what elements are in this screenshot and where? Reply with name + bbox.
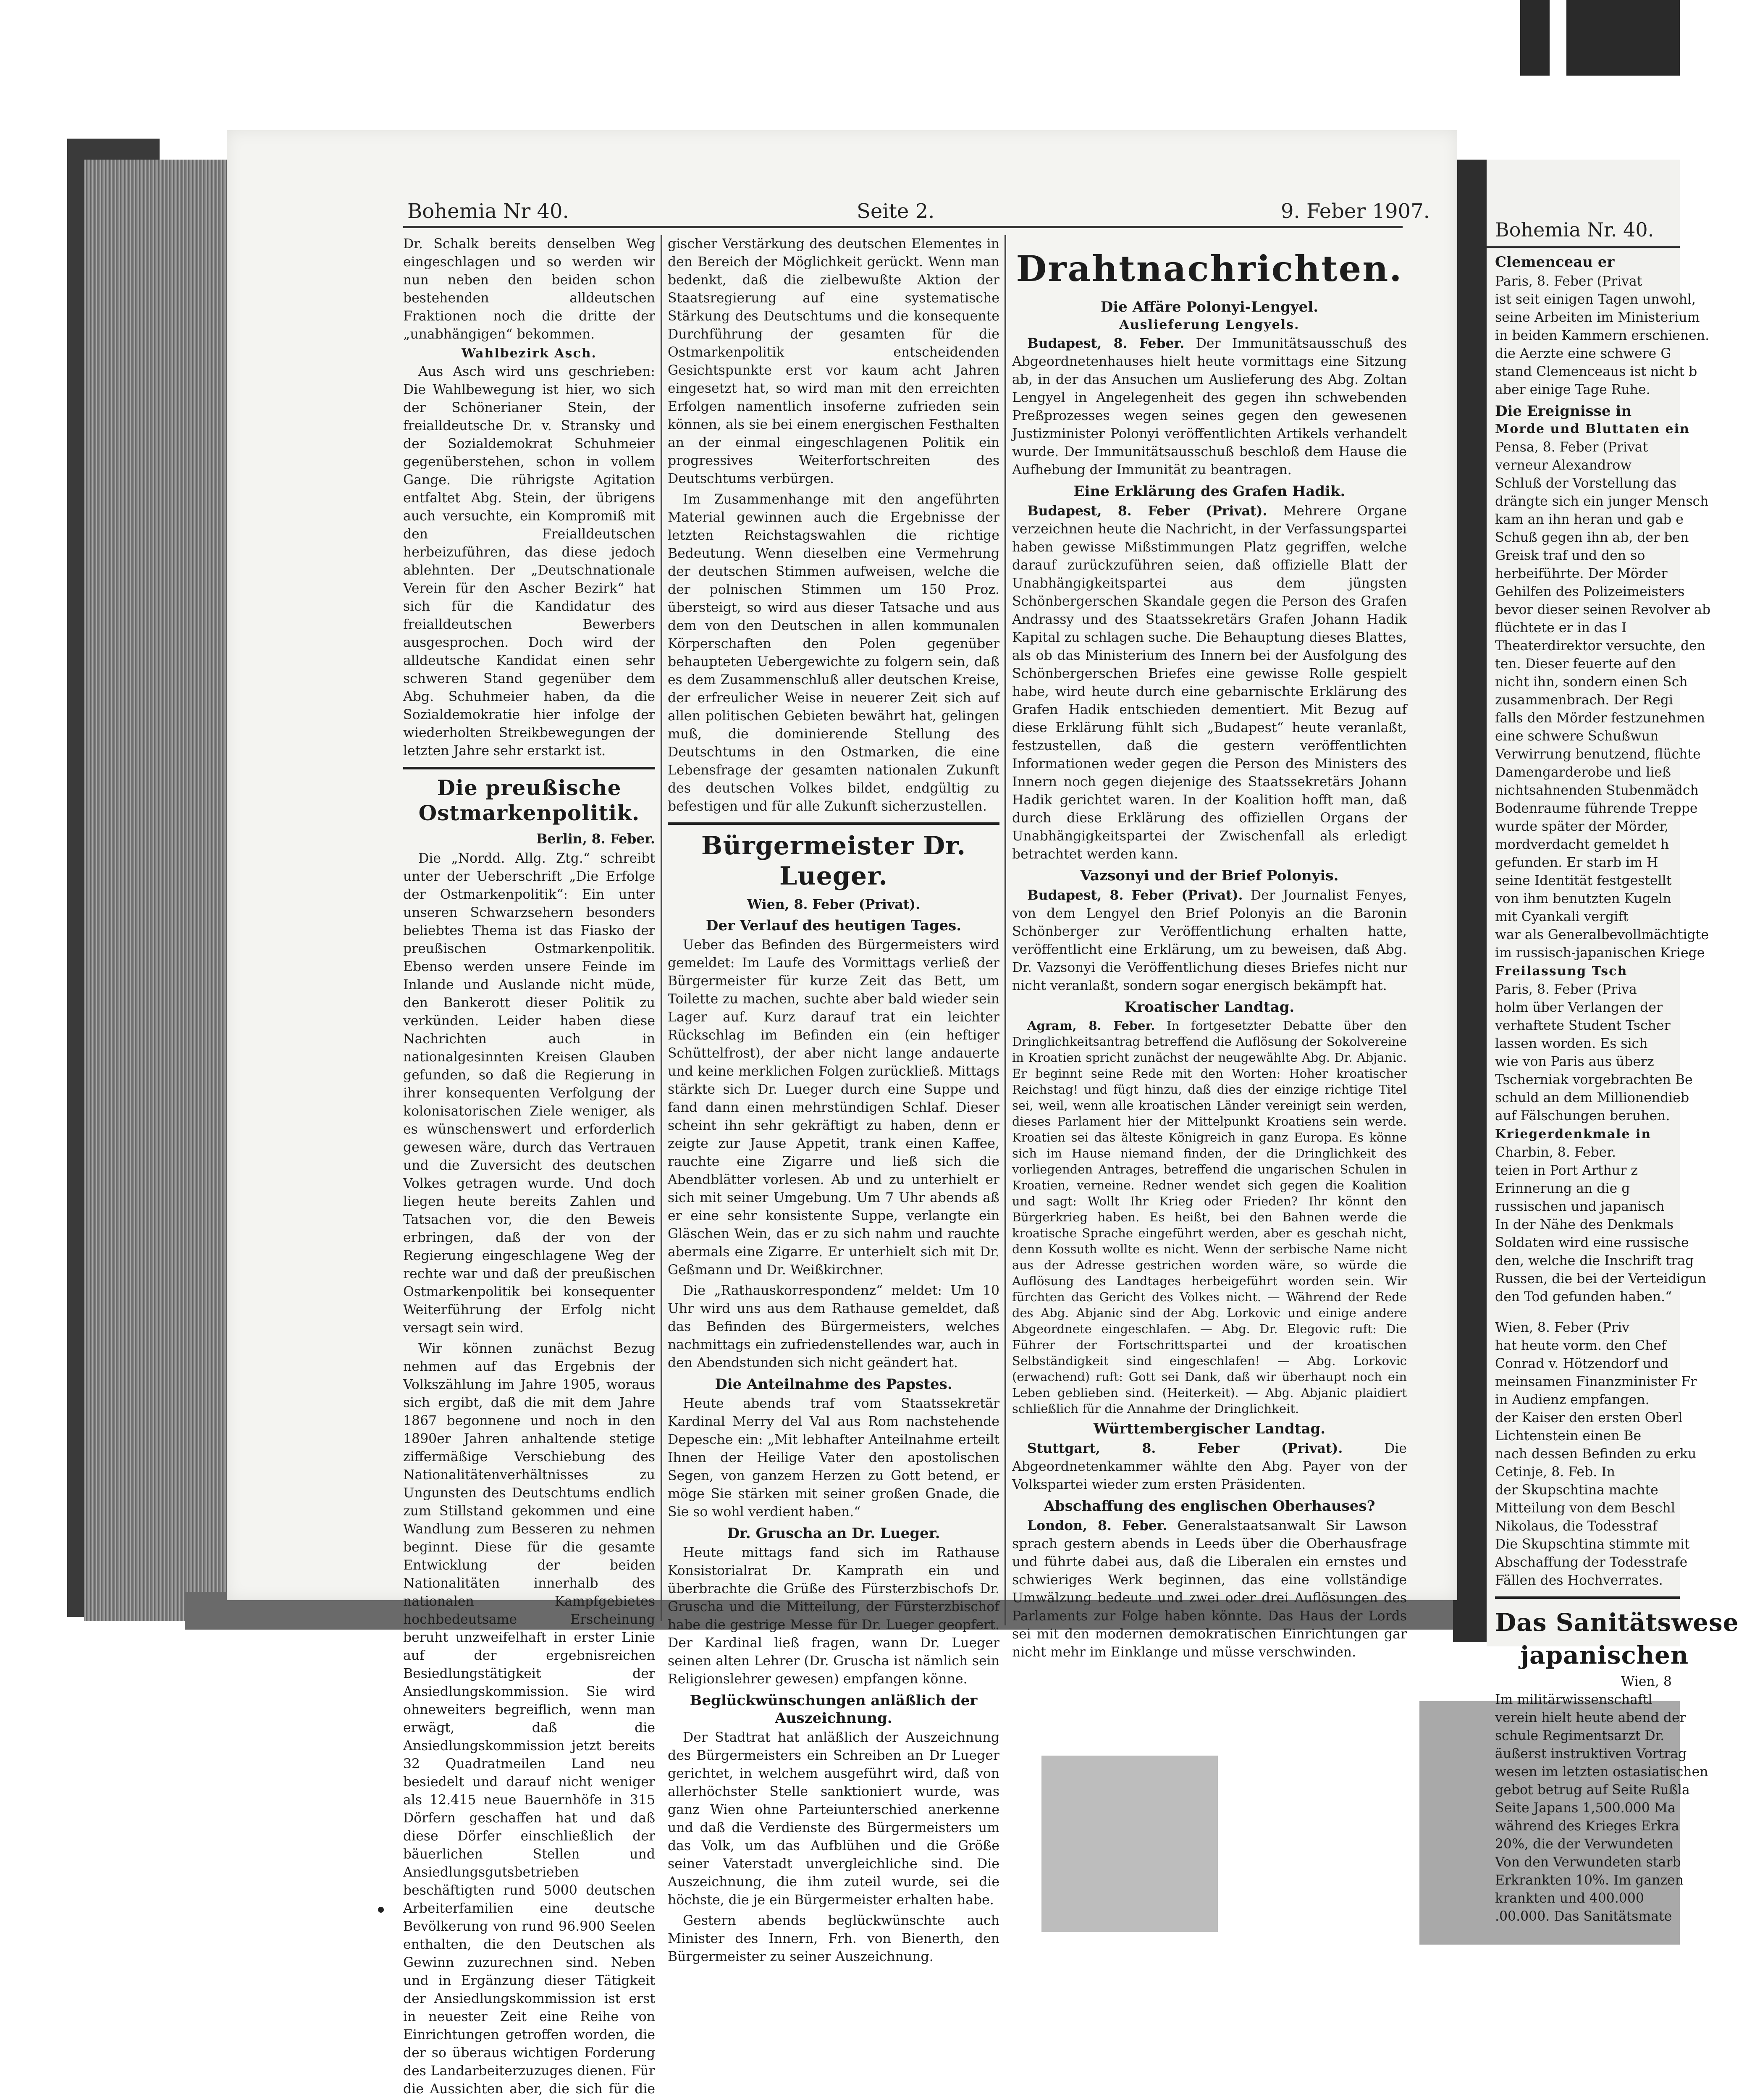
text-line: in beiden Kammern erschienen. — [1495, 328, 1710, 343]
article-text — [1012, 1517, 1407, 1662]
section-heading: Abschaffung des englischen Oberhauses? — [1044, 1498, 1375, 1515]
text-line: schule Regimentsarzt Dr. — [1495, 1728, 1665, 1743]
separator — [668, 822, 999, 825]
text-line: wie von Paris aus überz — [1495, 1054, 1654, 1069]
text-line: Schluß der Vorstellung das — [1495, 476, 1677, 491]
text-line: verein hielt heute abend der — [1495, 1710, 1686, 1725]
section-heading: Die Anteilnahme des Papstes. — [715, 1376, 952, 1393]
text-line: von ihm benutzten Kugeln — [1495, 891, 1671, 906]
text-lines — [1495, 1144, 1713, 1306]
text-line: eine schwere Schußwun — [1495, 729, 1659, 744]
article-body: In fortgesetzter Debatte über den Dringlichkeitsantrag betreffend die Auflösung der Sokolvereine in Kroatien spricht zunächst der neugewählte Abg. Dr. Abjanic. Er beginnt seine Rede mit den Worten: Hoher kroatischer Reichstag! und fügt hinzu, daß dies der einzige richtige Titel sei, weil, wenn alle kroatischen Länder vereinigt sein werden, dieses Parlament hier der Mittelpunkt Kroatiens sein werde. Kroatien sei das älteste Königreich in ganz Europa. Es könne sich im Hause niemand finden, der die Dringlichkeit des vorliegenden Antrages, betreffend die ungarischen Schulen in Kroatien, verneine. Redner wendet sich gegen die Koalition und sagt: Wollt Ihr Krieg oder Frieden? Ihr könnt den Bürgerkrieg haben. Es heißt, bei den Bahnen werde die kroatische Sprache eingeführt werden, aber es geschah nicht, denn Kossuth wollte es nicht. Wenn der serbische Name nicht aus der Adresse gestrichen worden wäre, so würde die Auflösung des Landtages herbeigeführt worden sein. Wir fürchten das Gericht des Volkes nicht. — Während der Rede des Abg. Abjanic sind der Abg. Lorkovic und einige andere Abgeordnete eingeschlafen. — Abg. Dr. Elegovic ruft: Die Führer der Fortschrittspartei und der kroatischen Selbständigkeit sind eingeschlafen! — Abg. Lorkovic (erwachend) ruft: Gott sei Dank, daß wir überhaupt noch ein Leben geblieben sind. (Heiterkeit). — Abg. Abjanic plaidiert schließlich für die Annahme der Dringlichkeit. — [1012, 1018, 1407, 1416]
column-2 — [668, 235, 999, 1969]
text-line: mit Cyankali vergift — [1495, 909, 1629, 924]
text-line: Seite Japans 1,500.000 Ma — [1495, 1801, 1676, 1816]
text-line: Greisk traf und den so — [1495, 548, 1645, 563]
text-line: in Audienz empfangen. — [1495, 1392, 1650, 1407]
text-line: krankten und 400.000 — [1495, 1891, 1644, 1906]
dateline: London, 8. Feber. — [1027, 1518, 1167, 1533]
section-title: Drahtnachrichten. — [1016, 248, 1403, 289]
dateline: Berlin, 8. Feber. — [536, 831, 655, 847]
text-line: Bodenraume führende Treppe — [1495, 801, 1698, 816]
header-rule — [1487, 246, 1680, 248]
text-line: Von den Verwundeten starb — [1495, 1855, 1681, 1870]
section-heading: Vazsonyi und der Brief Polonyis. — [1080, 867, 1339, 884]
text-lines — [1495, 273, 1713, 399]
article-text: Wir können zunächst Bezug nehmen auf das Ergebnis der Volkszählung im Jahre 1905, woraus sich ergibt, daß die mit dem Jahre 1867 begonnene und noch in den 1890er Jahren anhaltende stetige ziffermäßige Verschiebung des Nationalitätenverhältnisses zu Ungunsten des Deutschtums endlich zum Stillstand gekommen und eine Wandlung zum Besseren zu nehmen beginnt. Diese für die gesamte Entwicklung der beiden Nationalitäten innerhalb des nationalen Kampfgebietes hochbedeutsame Erscheinung beruht unzweifelhaft in erster Linie auf der ergebnisreichen Besiedlungstätigkeit der Ansiedlungskommission. Sie wird ohneweiters begreiflich, wenn man erwägt, daß die Ansiedlungskommission jetzt bereits 32 Quadratmeilen Land neu besiedelt und darauf nicht weniger als 12.415 neue Bauernhöfe in 315 Dörfern geschaffen hat und daß diese Dörfer einschließlich der bäuerlichen Stellen und Ansiedlungsgutsbetrieben beschäftigten rund 5000 deutschen Arbeiterfamilien eine deutsche Bevölkerung von rund 96.900 Seelen enthalten, die den Deutschen als Gewinn zuzurechnen sind. Neben und in Ergänzung dieser Tätigkeit der Ansiedlungskommission ist erst in neuester Zeit eine Reihe von Einrichtungen getroffen worden, die der so überaus wichtigen Forderung des Landarbeiterzuzuges dienen. Für die Aussichten aber, die sich für die — [403, 1341, 655, 2097]
text-line: seine Identität festgestellt — [1495, 873, 1672, 888]
text-line: wesen im letzten ostasiatischen — [1495, 1764, 1708, 1780]
column-3 — [1012, 235, 1407, 1664]
scan-background-top-right — [1520, 0, 1680, 76]
next-page-fragment — [1487, 160, 1739, 1924]
section-heading: Beglückwünschungen anläßlich der Auszeichnung. — [690, 1692, 978, 1727]
column-fragment — [1495, 250, 1739, 1926]
text-line: Lichtenstein einen Be — [1495, 1428, 1642, 1444]
text-line: ist seit einigen Tagen unwohl, — [1495, 292, 1696, 307]
text-line: .00.000. Das Sanitätsmate — [1495, 1909, 1672, 1924]
text-line: kam an ihn heran und gab e — [1495, 512, 1684, 527]
text-line: Fällen des Hochverrates. — [1495, 1573, 1663, 1588]
section-heading: Kriegerdenkmale in — [1495, 1127, 1652, 1142]
text-line: hat heute vorm. den Chef — [1495, 1338, 1666, 1353]
header-rule — [403, 226, 1403, 228]
article-text — [1012, 502, 1407, 864]
article-title: Bürgermeister Dr. Lueger. — [701, 831, 966, 891]
text-line: Paris, 8. Feber (Privat — [1495, 274, 1642, 289]
text-line: ten. Dieser feuerte auf den — [1495, 656, 1676, 672]
text-line: flüchtete er in das I — [1495, 620, 1627, 635]
text-line: den Tod gefunden haben.“ — [1495, 1289, 1672, 1305]
text-lines — [1495, 438, 1713, 962]
column-rule — [661, 235, 662, 1621]
article-text: Ueber das Befinden des Bürgermeisters wird gemeldet: Im Laufe des Vormittags verließ der Bürgermeister für kurze Zeit das Bett, um Toilette zu machen, suchte aber bald wieder sein Lager auf. Kurz darauf trat ein leichter Rückschlag im Befinden ein (ein heftiger Schüttelfrost), der aber nicht lange andauerte und keine merklichen Folgen zurückließ. Mittags stärkte sich Dr. Lueger durch eine Suppe und fand dann einen mehrstündigen Schlaf. Dieser scheint ihn sehr gekräftigt zu haben, denn er zeigte zur Jause Appetit, trank einen Kaffee, rauchte eine Zigarre und ließ sich die Abendblätter vorlesen. Ab und zu unterhielt er sich mit seiner Umgebung. Um 7 Uhr abends aß er eine sehr konsistente Suppe, verlangte ein Gläschen Wein, das er zu sich nahm und rauchte abermals eine Zigarre. Er unterhielt sich mit Dr. Geßmann und Dr. Weißkirchner. — [668, 937, 999, 1278]
text-line: lassen worden. Es sich — [1495, 1036, 1648, 1051]
text-line: Die Skupschtina stimmte mit — [1495, 1537, 1690, 1552]
text-line: Mitteilung von dem Beschl — [1495, 1501, 1675, 1516]
article-text: Der Stadtrat hat anläßlich der Auszeichnung des Bürgermeisters ein Schreiben an Dr Lueger gerichtet, in welchem ausgeführt wird, daß von allerhöchster Stelle sanktioniert wurde, was ganz Wien ohne Parteiunterschied anerkenne und daß die Verdienste des Bürgermeisters um das Volk, um das Aufblühen und die Größe seiner Vaterstadt unvergleichliche sind. Die Auszeichnung, die ihm zuteil wurde, sei die höchste, die je ein Bürgermeister erhalten habe. — [668, 1730, 999, 1908]
article-text: Die „Nordd. Allg. Ztg.“ schreibt unter der Ueberschrift „Die Erfolge der Ostmarkenpolitik“: Ein unter unseren Schwarzsehern besonders beliebtes Thema ist das Fiasko der preußischen Ostmarkenpolitik. Ebenso werden unsere Feinde im Inlande und Auslande nicht müde, den Bankerott dieser Politik zu verkünden. Leider haben diese Nachrichten auch in nationalgesinnten Kreisen Glauben gefunden, so daß die Regierung in ihrer konsequenten Verfolgung der kolonisatorischen Ziele weniger, als es wünschenswert und erforderlich gewesen wäre, durch das Vertrauen und die Zuversicht des deutschen Volkes getragen wurde. Und doch liegen heute bereits Zahlen und Tatsachen vor, die den Beweis erbringen, daß der von der Regierung eingeschlagene Weg der rechte war und daß der preußischen Ostmarkenpolitik bei konsequenter Weiterführung der Erfolg nicht versagt sein wird. — [403, 851, 655, 1336]
text-line: nichtsahnenden Stubenmädch — [1495, 783, 1699, 798]
text-line: Conrad v. Hötzendorf und — [1495, 1356, 1668, 1371]
dateline: Budapest, 8. Feber (Privat). — [1027, 503, 1267, 519]
text-line: wurde später der Mörder, — [1495, 819, 1669, 834]
section-heading: Wahlbezirk Asch. — [462, 346, 597, 361]
text-line: Paris, 8. Feber (Priva — [1495, 982, 1637, 997]
text-line: seine Arbeiten im Ministerium — [1495, 310, 1700, 325]
article-text: Gestern abends beglückwünschte auch Minister des Innern, Frh. von Bienerth, den Bürgermeister zu seiner Auszeichnung. — [668, 1913, 999, 1964]
column-rule — [1005, 235, 1006, 1625]
text-line: bevor dieser seinen Revolver ab — [1495, 602, 1711, 617]
article-body: Mehrere Organe verzeichnen heute die Nachricht, in der Verfassungspartei haben gewisse Mißstimmungen Platz gegriffen, welche darauf zurückzuführen seien, daß offizielle Blatt der Unabhängigkeitspartei aus dem jüngsten Schönbergerschen Skandale gegen die Person des Grafen Andrassy und des Staatssekretärs Grafen Johann Hadik Kapital zu schlagen suche. Die Behauptung dieses Blattes, als ob das Ministerium des Innern bei der Ausfolgung des Schönbergerschen Briefes eine gewisse Rolle gespielt habe, wird heute durch eine gebarnischte Erklärung des Grafen Hadik entschieden dementiert. Mit Bezug auf diese Erklärung fühlt sich „Budapest“ heute veranlaßt, festzustellen, daß die gestern veröffentlichten Informationen weder gegen die Person des Ministers des Innern noch gegen diejenige des Staatssekretärs Johann Hadik gerichtet waren. In der Koalition hofft man, daß durch diese Erklärung des offiziellen Organs der Unabhängigkeitspartei der Zwischenfall als erledigt betrachtet werden kann. — [1012, 504, 1407, 862]
section-heading: Die Ereignisse in — [1495, 403, 1632, 420]
article-text: Die „Rathauskorrespondenz“ meldet: Um 10 Uhr wird uns aus dem Rathause gemeldet, daß das Befinden des Bürgermeisters, welches nachmittags ein zufriedenstellendes war, auch in den Abendstunden sich nicht geändert hat. — [668, 1283, 999, 1370]
dateline: Wien, 8 — [1621, 1674, 1672, 1689]
header-issue: Bohemia Nr 40. — [407, 200, 569, 223]
article-text: Heute abends traf vom Staatssekretär Kardinal Merry del Val aus Rom nachstehende Depesche ein: „Mit lebhafter Anteilnahme erteilt Ihnen der Heilige Vater den apostolischen Segen, von ganzem Herzen zu Gott betend, er möge Sie stärken mit seiner großen Gnade, die Sie so wohl verdient haben.“ — [668, 1396, 999, 1520]
text-line: meinsamen Finanzminister Fr — [1495, 1374, 1697, 1389]
separator — [1495, 1596, 1680, 1599]
text-line: verhaftete Student Tscher — [1495, 1018, 1671, 1033]
text-line: mordverdacht gemeldet h — [1495, 837, 1669, 852]
article-text — [1012, 1018, 1407, 1417]
text-lines — [1495, 1691, 1713, 1926]
article-text: gischer Verstärkung des deutschen Elementes in den Bereich der Möglichkeit gerückt. Wenn man bedenkt, daß die zielbewußte Aktion der Staatsregierung auf eine systematische Stärkung des Deutschtums und die konsequente Durchführung der gesamten für die Ostmarkenpolitik entscheidenden Gesichtspunkte erst vor kaum acht Jahren eingesetzt hat, so wird man mit den erreichten Erfolgen namentlich insoferne zufrieden sein können, als sie bei einem energischen Festhalten an der einmal eingeschlagenen Politik ein progressives Weiterfortschreiten des Deutschtums verbürgen. — [668, 236, 999, 486]
text-line: In der Nähe des Denkmals — [1495, 1217, 1674, 1232]
text-line: schuld an dem Millionendieb — [1495, 1090, 1689, 1105]
text-line: Im militärwissenschaftl — [1495, 1692, 1652, 1707]
book-gutter-shadow — [1453, 160, 1487, 1642]
text-line: Soldaten wird eine russische — [1495, 1235, 1689, 1250]
article-text — [1012, 886, 1407, 995]
text-line: Wien, 8. Feber (Priv — [1495, 1320, 1629, 1335]
section-heading: Eine Erklärung des Grafen Hadik. — [1073, 483, 1346, 500]
text-line: im russisch-japanischen Kriege — [1495, 945, 1705, 961]
text-line: der Skupschtina machte — [1495, 1483, 1658, 1498]
column-1 — [403, 235, 655, 2100]
dateline: Budapest, 8. Feber (Privat). — [1027, 887, 1243, 903]
text-line: stand Clemenceaus ist nicht b — [1495, 364, 1697, 379]
section-subheading: Morde und Bluttaten ein — [1495, 422, 1690, 436]
text-line: war als Generalbevollmächtigte — [1495, 927, 1709, 942]
text-line: Gehilfen des Polizeimeisters — [1495, 584, 1685, 599]
text-line: Theaterdirektor versuchte, den — [1495, 638, 1706, 654]
text-line: Tscherniak vorgebrachten Be — [1495, 1072, 1693, 1087]
text-line: herbeiführte. Der Mörder — [1495, 566, 1668, 581]
text-line: falls den Mörder festzunehmen — [1495, 711, 1705, 726]
section-heading: Clemenceau er — [1495, 254, 1615, 270]
section-heading: Freilassung Tsch — [1495, 964, 1628, 979]
section-subheading: Auslieferung Lengyels. — [1119, 318, 1300, 332]
text-line: die Aerzte eine schwere G — [1495, 346, 1671, 361]
section-heading: Die Affäre Polonyi-Lengyel. — [1100, 299, 1319, 315]
text-line: russischen und japanisch — [1495, 1199, 1665, 1214]
dateline: Agram, 8. Feber. — [1027, 1018, 1155, 1033]
text-line: Erkrankten 10%. Im ganzen — [1495, 1873, 1684, 1888]
section-heading: Dr. Gruscha an Dr. Lueger. — [727, 1525, 940, 1542]
text-line: Cetinje, 8. Feb. In — [1495, 1465, 1615, 1480]
text-line: den, welche die Inschrift trag — [1495, 1253, 1694, 1268]
text-line: Schuß gegen ihn ab, der ben — [1495, 530, 1689, 545]
section-heading: Württembergischer Landtag. — [1093, 1420, 1326, 1437]
book-page-edges — [84, 160, 227, 1621]
dateline: Wien, 8. Feber (Privat). — [747, 897, 921, 912]
text-line: nach dessen Befinden zu erku — [1495, 1446, 1697, 1462]
separator — [403, 767, 655, 769]
article-text: Dr. Schalk bereits denselben Weg eingeschlagen und so werden wir nun neben den beiden schon bestehenden alldeutschen Fraktionen noch die dritte der „unabhängigen“ bekommen. — [403, 236, 655, 342]
article-text: Heute mittags fand sich im Rathause Konsistorialrat Dr. Kamprath ein und überbrachte die Grüße des Fürsterzbischofs Dr. Gruscha und die Mitteilung, der Fürsterzbischof habe die gestrige Messe für Dr. Lueger geopfert. Der Kardinal ließ fragen, wann Dr. Lueger seinen alten Lehrer (Dr. Gruscha ist nämlich sein Religionslehrer gewesen) empfangen könne. — [668, 1545, 999, 1687]
text-line: gefunden. Er starb im H — [1495, 855, 1658, 870]
text-lines — [1495, 981, 1713, 1125]
ink-spot — [378, 1907, 384, 1913]
article-text — [1012, 334, 1407, 479]
article-body: Der Journalist Fenyes, von dem Lengyel den Brief Polonyis an die Baronin Schönberger zur Veröffentlichung erhalten hatte, veröffentlicht eine Erklärung, um zu beweisen, daß Abg. Dr. Vazsonyi die Veröffentlichung dieses Briefes nicht nur nicht veranlaßt, sondern sogar energisch bekämpft hat. — [1012, 888, 1407, 993]
header-date: 9. Feber 1907. — [1281, 200, 1430, 223]
section-heading: Der Verlauf des heutigen Tages. — [706, 917, 962, 934]
text-line: Charbin, 8. Feber. — [1495, 1145, 1616, 1160]
text-line: Verwirrung benutzend, flüchte — [1495, 747, 1701, 762]
header-issue: Bohemia Nr. 40. — [1495, 218, 1654, 241]
article-text: Im Zusammenhange mit den angeführten Material gewinnen auch die Ergebnisse der letzten Reichstagswahlen die richtige Bedeutung. Wenn dieselben eine Vermehrung der deutschen Stimmen aufweisen, welche die der polnischen Stimmen um 150 Proz. übersteigt, so wird aus dieser Tatsache und aus dem von den Deutschen in allen kommunalen Körperschaften den Polen gegenüber behaupteten Uebergewichte zu folgern sein, daß es dem Zusammenschluß aller deutschen Kreise, der erfreulicher Weise in neuerer Zeit sich auf allen politischen Gebieten bewährt hat, gelingen muß, die dominierende Stellung des Deutschtums in den Ostmarken, die eine Lebensfrage der gesamten nationalen Zukunft des deutschen Volkes bildet, endgültig zu befestigen und für alle Zukunft sicherzustellen. — [668, 492, 999, 814]
dateline: Budapest, 8. Feber. — [1027, 336, 1185, 351]
text-line: Damengarderobe und ließ — [1495, 765, 1671, 780]
text-line: gebot betrug auf Seite Rußla — [1495, 1782, 1690, 1798]
article-body: Die Abgeordnetenkammer wählte den Abg. Payer von der Volkspartei wieder zum ersten Präsidenten. — [1012, 1441, 1407, 1492]
text-line: äußerst instruktiven Vortrag — [1495, 1746, 1687, 1761]
article-title: Das Sanitätswese — [1495, 1608, 1739, 1637]
text-line: Pensa, 8. Feber (Privat — [1495, 440, 1648, 455]
text-line: 20%, die der Verwundeten — [1495, 1837, 1673, 1852]
text-line: auf Fälschungen beruhen. — [1495, 1108, 1670, 1124]
header-page-number: Seite 2. — [857, 200, 935, 223]
dateline: Stuttgart, 8. Feber (Privat). — [1027, 1441, 1343, 1456]
text-lines — [1495, 1319, 1713, 1463]
text-line: Erinnerung an die g — [1495, 1181, 1630, 1196]
text-line: nicht ihn, sondern einen Sch — [1495, 675, 1688, 690]
scan-background-gray-patch — [1041, 1756, 1218, 1932]
article-title: Die preußische Ostmarkenpolitik. — [418, 775, 640, 825]
article-body: Generalstaatsanwalt Sir Lawson sprach gestern abends in Leeds über die Oberhausfrage und führte dabei aus, daß die Liberalen ein ernstes und schwieriges Werk beginnen, das eine vollständige Umwälzung bedeute und zwei oder drei Auflösungen des Parlaments zur Folge haben könnte. Das Haus der Lords sei mit den modernen demokratischen Einrichtungen gar nicht mehr im Einklange und müsse verschwinden. — [1012, 1518, 1407, 1660]
text-line: holm über Verlangen der — [1495, 1000, 1663, 1015]
text-line: Abschaffung der Todesstrafe — [1495, 1555, 1688, 1570]
page-header — [227, 130, 1457, 231]
text-line: teien in Port Arthur z — [1495, 1163, 1638, 1178]
newspaper-page — [227, 130, 1457, 2097]
article-body: Der Immunitätsausschuß des Abgeordnetenhauses hielt heute vormittags eine Sitzung ab, in der das Ansuchen um Auslieferung des Abg. Zoltan Lengyel in Angelegenheit des gegen ihn schwebenden Preßprozesses wegen seines gegen den gewesenen Justizminister Polonyi veröffentlichten Artikels verhandelt wurde. Der Immunitätsausschuß beschloß dem Hause die Aufhebung der Immunität zu beantragen. — [1012, 336, 1407, 478]
text-line: Nikolaus, die Todesstraf — [1495, 1519, 1658, 1534]
text-lines — [1495, 1463, 1713, 1590]
article-text: Aus Asch wird uns geschrieben: Die Wahlbewegung ist hier, wo sich der Schönerianer Stein, der freialldeutsche Dr. v. Stransky und der Sozialdemokrat Schuhmeier gegenüberstehen, schon in vollem Gange. Die rührigste Agitation entfaltet Abg. Stein, der übrigens auch versuchte, ein Kompromiß mit den Freialldeutschen herbeizuführen, das diese jedoch ablehnten. Der „Deutschnationale Verein für den Ascher Bezirk“ hat sich für die Kandidatur des freialldeutschen Bewerbers ausgesprochen. Doch wird der alldeutsche Kandidat einen sehr schweren Stand gegenüber dem Abg. Schuhmeier haben, da die Sozialdemokratie hier infolge der wiederholten Streikbewegungen der letzten Jahre sehr erstarkt ist. — [403, 364, 655, 759]
text-line: Russen, die bei der Verteidigun — [1495, 1271, 1706, 1286]
text-line: aber einige Tage Ruhe. — [1495, 382, 1650, 397]
article-text — [1012, 1439, 1407, 1494]
section-heading: Kroatischer Landtag. — [1124, 999, 1295, 1016]
article-title: japanischen — [1520, 1641, 1689, 1670]
text-line: verneur Alexandrow — [1495, 458, 1632, 473]
text-line: drängte sich ein junger Mensch — [1495, 494, 1709, 509]
text-line: zusammenbrach. Der Regi — [1495, 693, 1673, 708]
text-line: der Kaiser den ersten Oberl — [1495, 1410, 1683, 1425]
text-line: während des Krieges Erkra — [1495, 1819, 1679, 1834]
